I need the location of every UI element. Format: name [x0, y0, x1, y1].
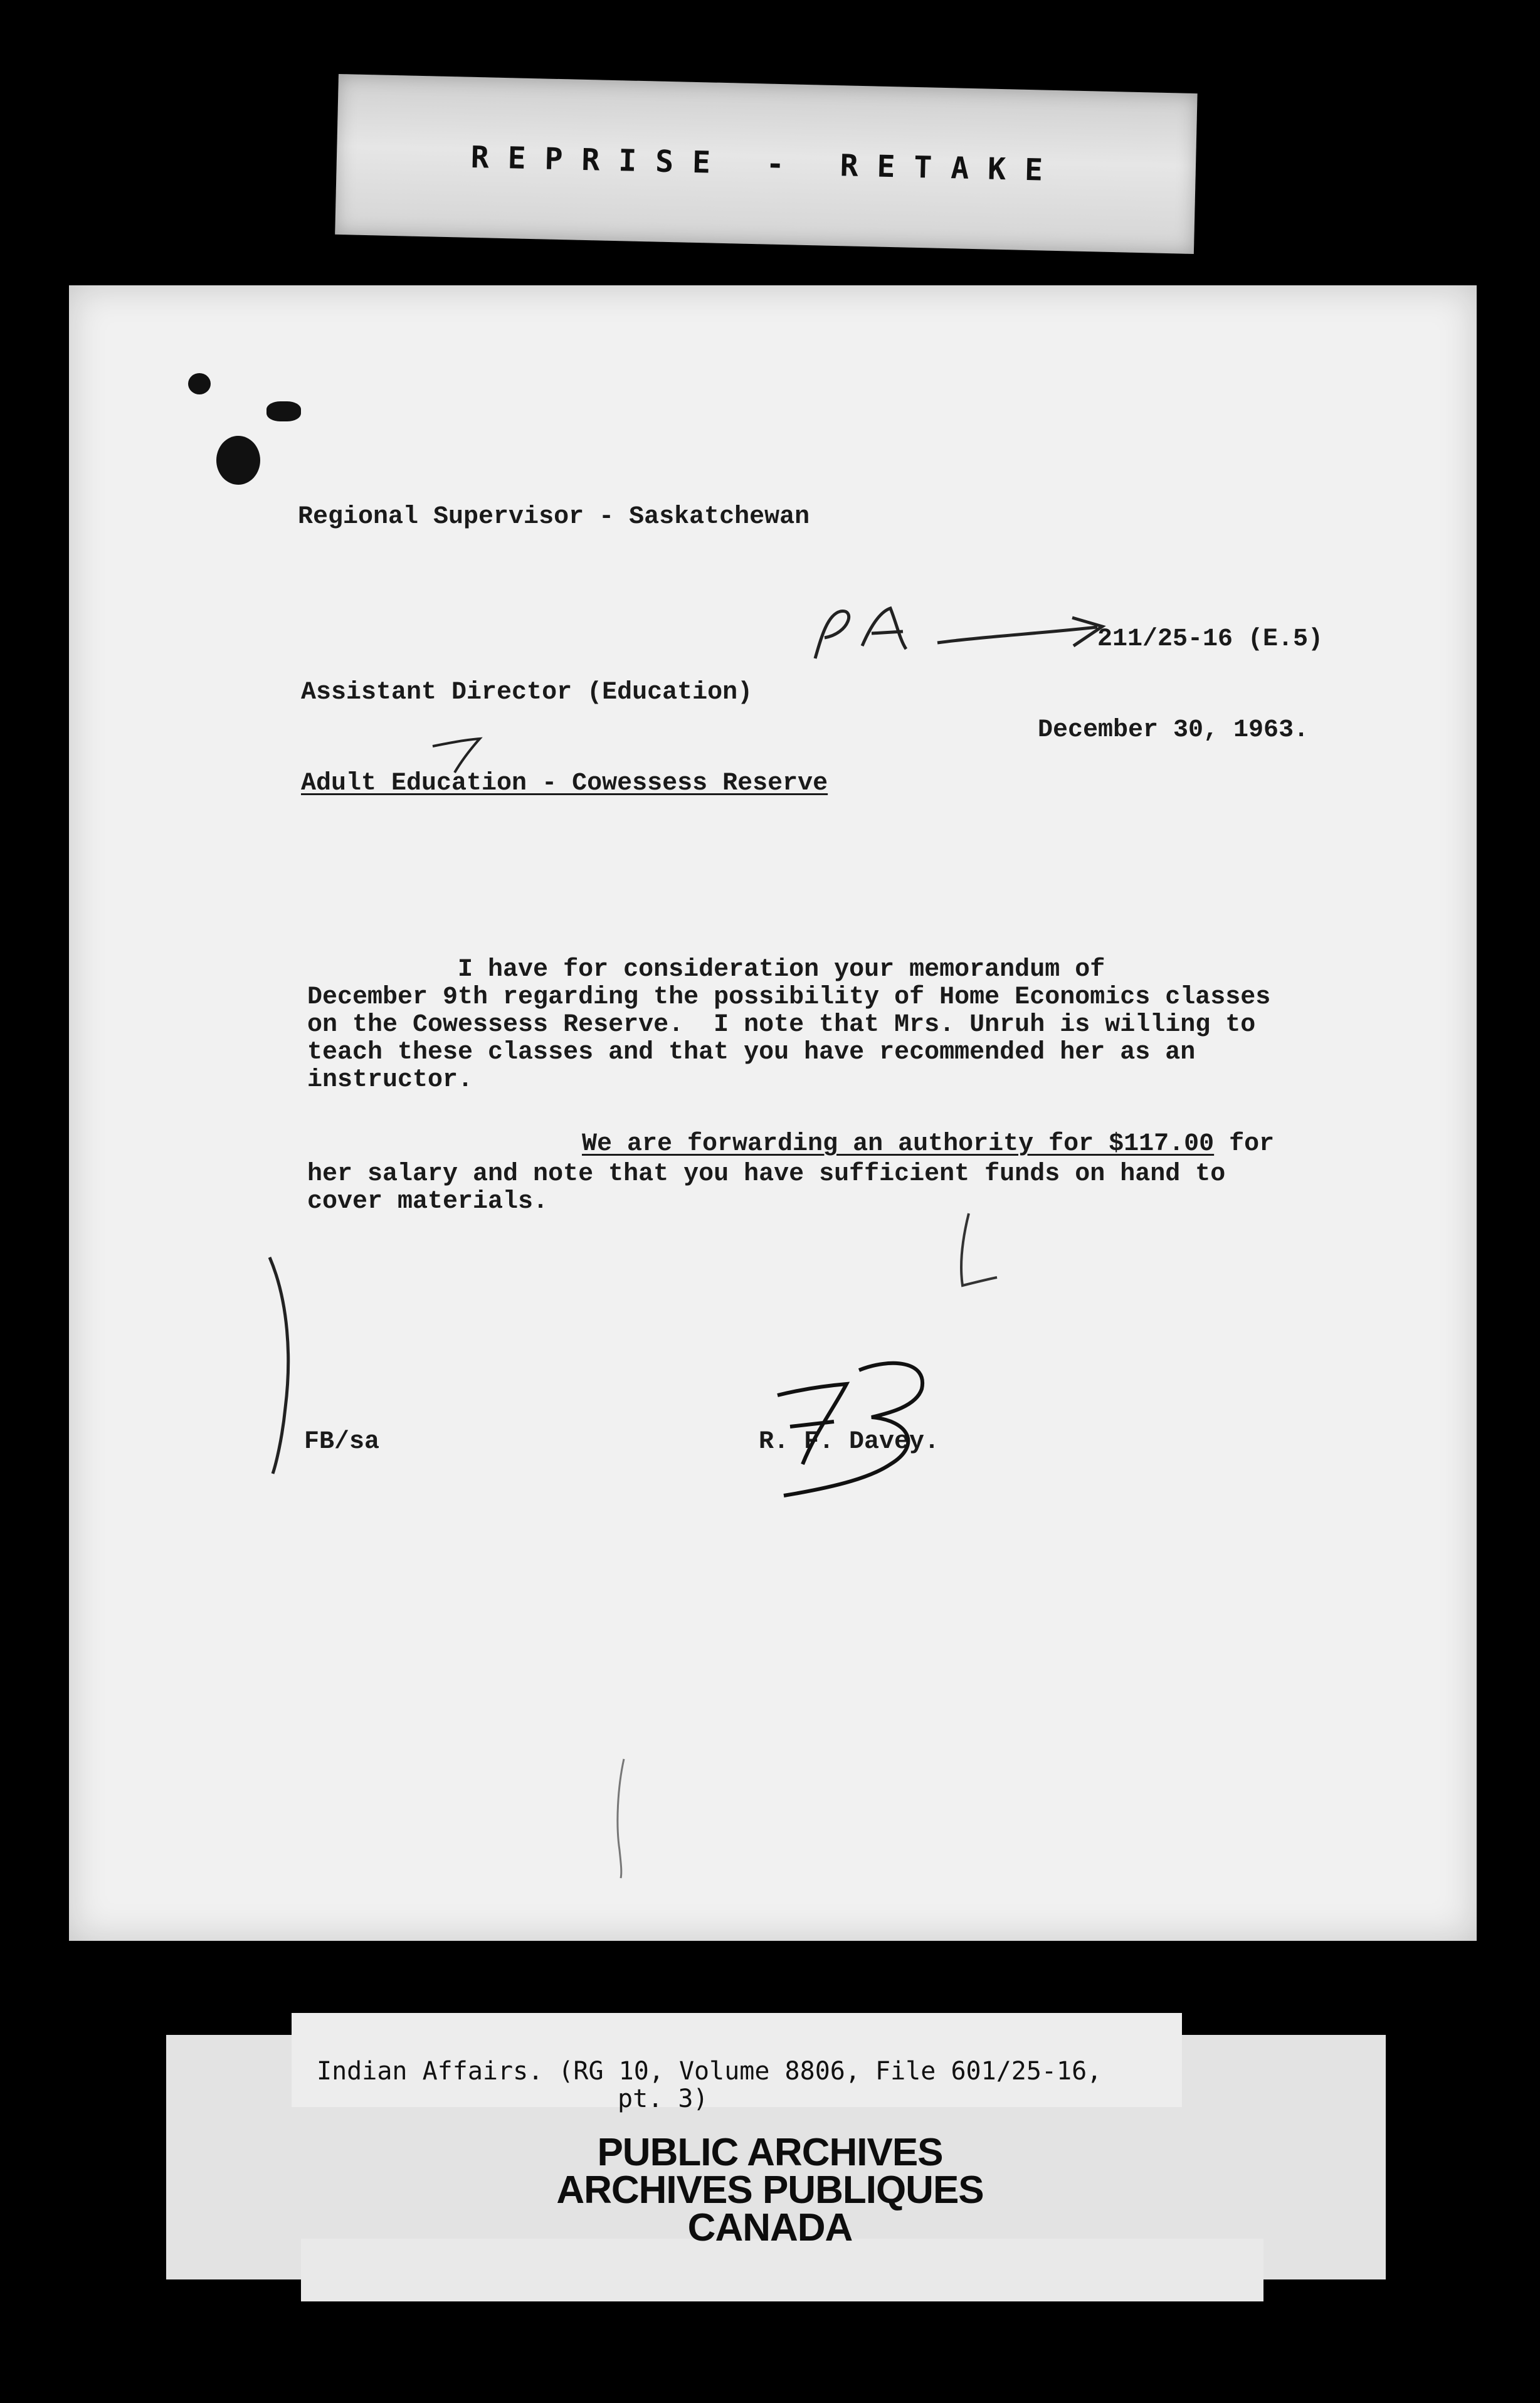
margin-mark: [950, 1207, 1006, 1301]
archives-stamp-line-1: PUBLIC ARCHIVES: [597, 2131, 943, 2174]
retake-label: REPRISE - RETAKE: [470, 139, 1062, 189]
memo-to: Regional Supervisor - Saskatchewan: [298, 503, 810, 531]
signature-typed: R. F. Davey.: [759, 1428, 940, 1456]
faint-pencil-mark: [608, 1756, 633, 1881]
paragraph-2-tail: for: [1214, 1130, 1275, 1158]
paragraph-2-line: her salary and note that you have sufficient funds on hand to: [307, 1160, 1226, 1188]
paragraph-2-line: cover materials.: [307, 1188, 549, 1216]
memo-from: Assistant Director (Education): [301, 679, 753, 707]
paragraph-1-line: December 9th regarding the possibility of Home Economics classes: [307, 983, 1271, 1011]
file-reference: 211/25-16 (E.5): [1097, 625, 1324, 653]
citation-line-1: Indian Affairs. (RG 10, Volume 8806, File 601/25-16,: [317, 2057, 1102, 2086]
paragraph-2-first-line: [582, 1132, 1274, 1157]
signature-handwritten: [765, 1339, 966, 1502]
punch-hole: [216, 436, 260, 485]
ink-blot: [188, 373, 211, 394]
archives-stamp-line-2: ARCHIVES PUBLIQUES: [556, 2168, 984, 2212]
memo-subject: Adult Education - Cowessess Reserve: [301, 769, 828, 798]
ink-blot: [266, 401, 301, 421]
authority-amount-underlined: We are forwarding an authority for $117.00: [582, 1130, 1215, 1158]
memo-date: December 30, 1963.: [1038, 716, 1309, 744]
citation-line-2: pt. 3): [618, 2084, 709, 2113]
paragraph-1-line: instructor.: [307, 1066, 473, 1094]
memo-page: [69, 285, 1477, 1941]
typist-initials: FB/sa: [304, 1428, 380, 1456]
margin-bracket: [257, 1251, 307, 1477]
paragraph-1-line: I have for consideration your memorandum of: [307, 956, 1105, 984]
paragraph-1-line: on the Cowessess Reserve. I note that Mrs. Unruh is willing to: [307, 1011, 1256, 1039]
paragraph-1-line: teach these classes and that you have recommended her as an: [307, 1038, 1196, 1067]
retake-strip: [335, 74, 1197, 254]
archives-stamp-line-3: CANADA: [687, 2206, 853, 2249]
